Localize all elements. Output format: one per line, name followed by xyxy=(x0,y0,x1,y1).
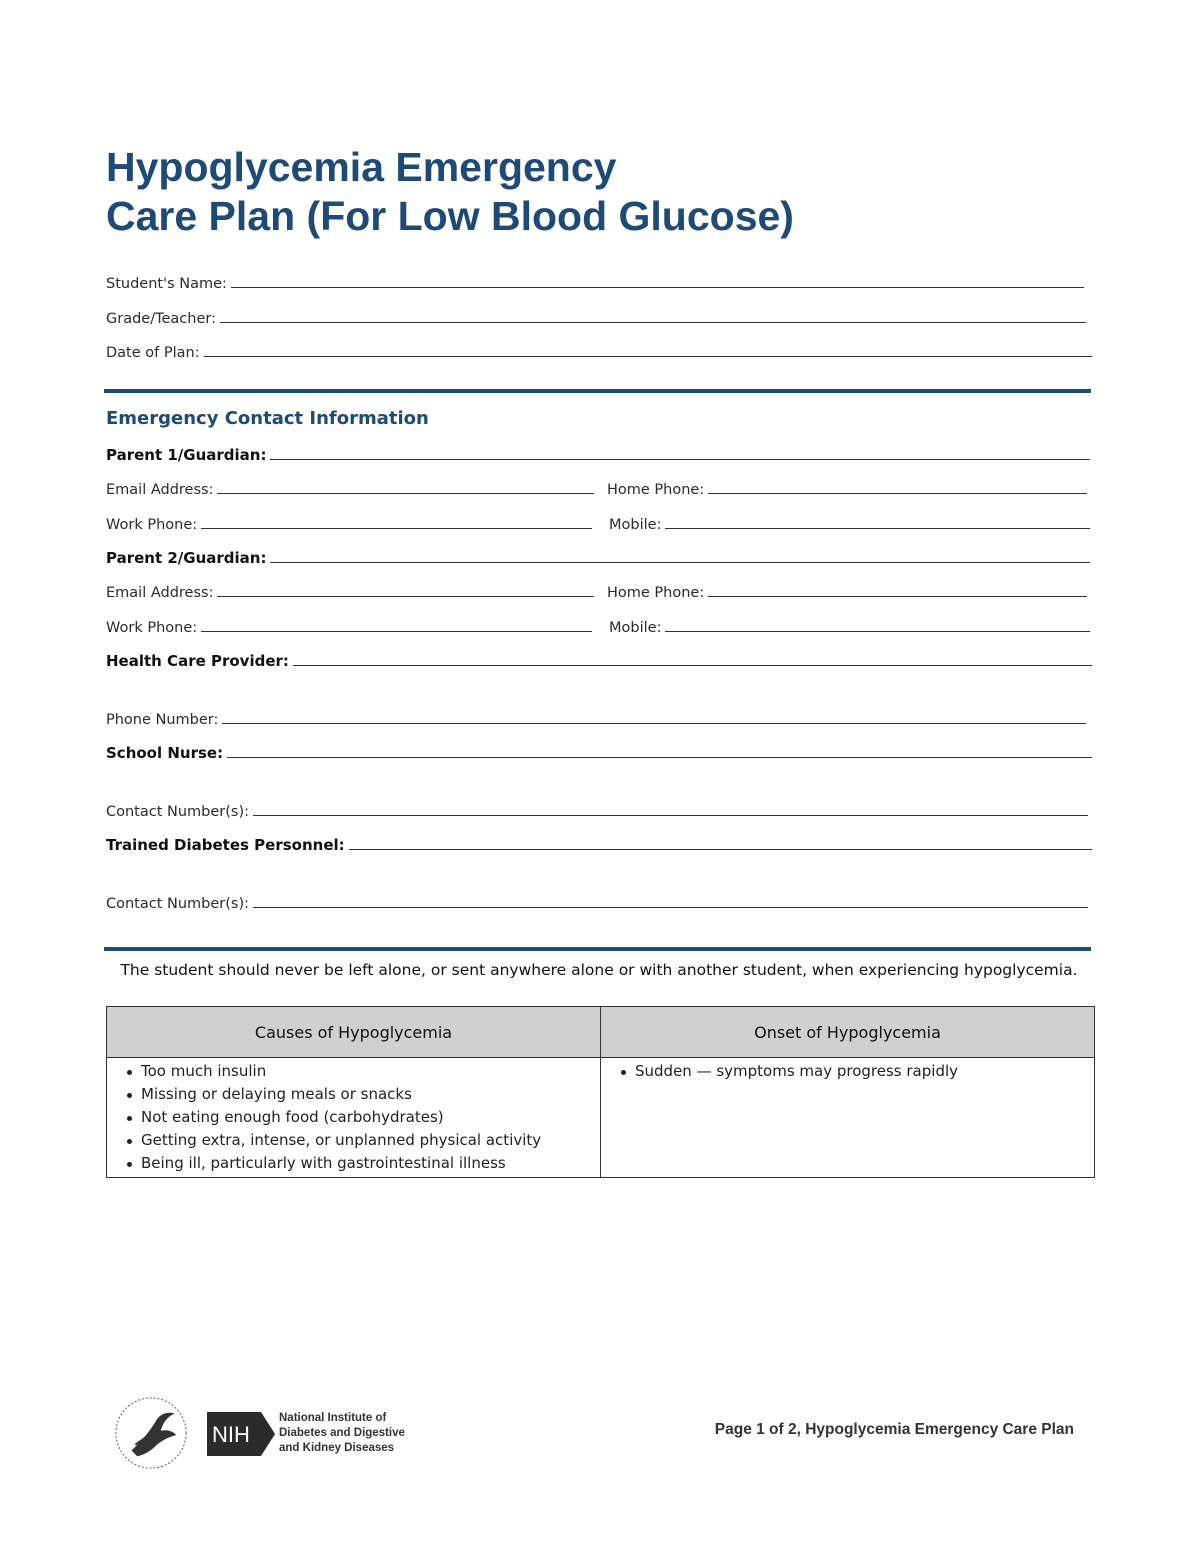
parent1-home-phone-label: Home Phone: xyxy=(607,482,705,498)
page-footer-label: Page 1 of 2, Hypoglycemia Emergency Care Plan xyxy=(714,1421,1074,1438)
parent1-work-phone-label: Work Phone: xyxy=(106,517,198,533)
nih-institute-name xyxy=(279,1411,405,1456)
parent1-mobile-label: Mobile: xyxy=(609,517,662,533)
parent2-home-phone-field[interactable] xyxy=(607,582,1087,604)
parent2-email-blank[interactable] xyxy=(217,582,594,597)
nih-logo-icon xyxy=(207,1412,275,1456)
parent1-mobile-blank[interactable] xyxy=(665,514,1090,529)
list-item: Sudden — symptoms may progress rapidly xyxy=(619,1060,1086,1083)
parent2-label: Parent 2/Guardian: xyxy=(106,549,267,567)
list-item: Not eating enough food (carbohydrates) xyxy=(125,1106,592,1129)
nih-name-line-1: National Institute of xyxy=(279,1412,387,1424)
parent2-blank[interactable] xyxy=(270,548,1090,563)
trained-personnel-field[interactable] xyxy=(106,835,1092,857)
nih-logo-text: NIH xyxy=(212,1422,250,1447)
nih-name-line-3: and Kidney Diseases xyxy=(279,1442,395,1454)
student-name-field[interactable] xyxy=(106,273,1084,295)
health-care-provider-blank[interactable] xyxy=(293,651,1092,666)
parent1-mobile-field[interactable] xyxy=(609,514,1090,536)
parent2-email-label: Email Address: xyxy=(106,585,214,601)
trained-personnel-label: Trained Diabetes Personnel: xyxy=(106,836,345,854)
nurse-contact-label: Contact Number(s): xyxy=(106,804,250,820)
parent2-email-field[interactable] xyxy=(106,582,594,604)
list-item: Missing or delaying meals or snacks xyxy=(125,1083,592,1106)
student-name-label: Student's Name: xyxy=(106,276,227,292)
personnel-contact-label: Contact Number(s): xyxy=(106,896,250,912)
date-of-plan-label: Date of Plan: xyxy=(106,345,200,361)
causes-cell xyxy=(107,1058,601,1178)
parent1-home-phone-blank[interactable] xyxy=(708,479,1087,494)
date-of-plan-field[interactable] xyxy=(106,342,1092,364)
nurse-contact-field[interactable] xyxy=(106,801,1088,823)
parent1-blank[interactable] xyxy=(270,445,1090,460)
list-item: Too much insulin xyxy=(125,1060,592,1083)
school-nurse-field[interactable] xyxy=(106,743,1092,765)
onset-list xyxy=(619,1060,1086,1083)
parent1-email-label: Email Address: xyxy=(106,482,214,498)
causes-header: Causes of Hypoglycemia xyxy=(107,1007,601,1058)
health-care-provider-field[interactable] xyxy=(106,651,1092,673)
date-of-plan-blank[interactable] xyxy=(204,342,1092,357)
title-line-2: Care Plan (For Low Blood Glucose) xyxy=(106,193,794,239)
parent1-label: Parent 1/Guardian: xyxy=(106,446,267,464)
grade-teacher-label: Grade/Teacher: xyxy=(106,311,216,327)
nurse-contact-blank[interactable] xyxy=(253,801,1088,816)
list-item: Getting extra, intense, or unplanned physical activity xyxy=(125,1129,592,1152)
emergency-contact-heading: Emergency Contact Information xyxy=(106,408,429,429)
title-line-1: Hypoglycemia Emergency xyxy=(106,144,617,190)
causes-list xyxy=(125,1060,592,1175)
health-care-provider-label: Health Care Provider: xyxy=(106,652,289,670)
parent2-work-phone-field[interactable] xyxy=(106,617,592,639)
school-nurse-label: School Nurse: xyxy=(106,744,224,762)
parent1-work-phone-blank[interactable] xyxy=(201,514,592,529)
parent2-mobile-field[interactable] xyxy=(609,617,1090,639)
parent1-home-phone-field[interactable] xyxy=(607,479,1087,501)
warning-text: The student should never be left alone, or sent anywhere alone or with another student, when experiencing hypoglycemia. xyxy=(120,961,1078,979)
phone-number-field[interactable] xyxy=(106,709,1086,731)
list-item: Being ill, particularly with gastrointestinal illness xyxy=(125,1152,592,1175)
table-row xyxy=(107,1058,1095,1178)
parent2-work-phone-label: Work Phone: xyxy=(106,620,198,636)
parent1-work-phone-field[interactable] xyxy=(106,514,592,536)
phone-number-label: Phone Number: xyxy=(106,712,219,728)
parent2-home-phone-label: Home Phone: xyxy=(607,585,705,601)
section-divider-top xyxy=(104,389,1091,393)
hypoglycemia-table xyxy=(106,1006,1095,1178)
school-nurse-blank[interactable] xyxy=(227,743,1092,758)
grade-teacher-blank[interactable] xyxy=(220,308,1086,323)
parent1-email-field[interactable] xyxy=(106,479,594,501)
parent2-work-phone-blank[interactable] xyxy=(201,617,592,632)
parent1-field[interactable] xyxy=(106,445,1090,467)
phone-number-blank[interactable] xyxy=(222,709,1086,724)
parent2-home-phone-blank[interactable] xyxy=(708,582,1087,597)
hhs-seal-icon xyxy=(112,1394,190,1472)
onset-header: Onset of Hypoglycemia xyxy=(601,1007,1095,1058)
section-divider-bottom xyxy=(104,947,1091,951)
trained-personnel-blank[interactable] xyxy=(349,835,1092,850)
student-name-blank[interactable] xyxy=(231,273,1084,288)
parent1-email-blank[interactable] xyxy=(217,479,594,494)
parent2-mobile-blank[interactable] xyxy=(665,617,1090,632)
personnel-contact-field[interactable] xyxy=(106,893,1088,915)
onset-cell xyxy=(601,1058,1095,1178)
grade-teacher-field[interactable] xyxy=(106,308,1086,330)
page-title xyxy=(106,143,794,241)
parent2-field[interactable] xyxy=(106,548,1090,570)
parent2-mobile-label: Mobile: xyxy=(609,620,662,636)
nih-name-line-2: Diabetes and Digestive xyxy=(279,1427,405,1439)
personnel-contact-blank[interactable] xyxy=(253,893,1088,908)
